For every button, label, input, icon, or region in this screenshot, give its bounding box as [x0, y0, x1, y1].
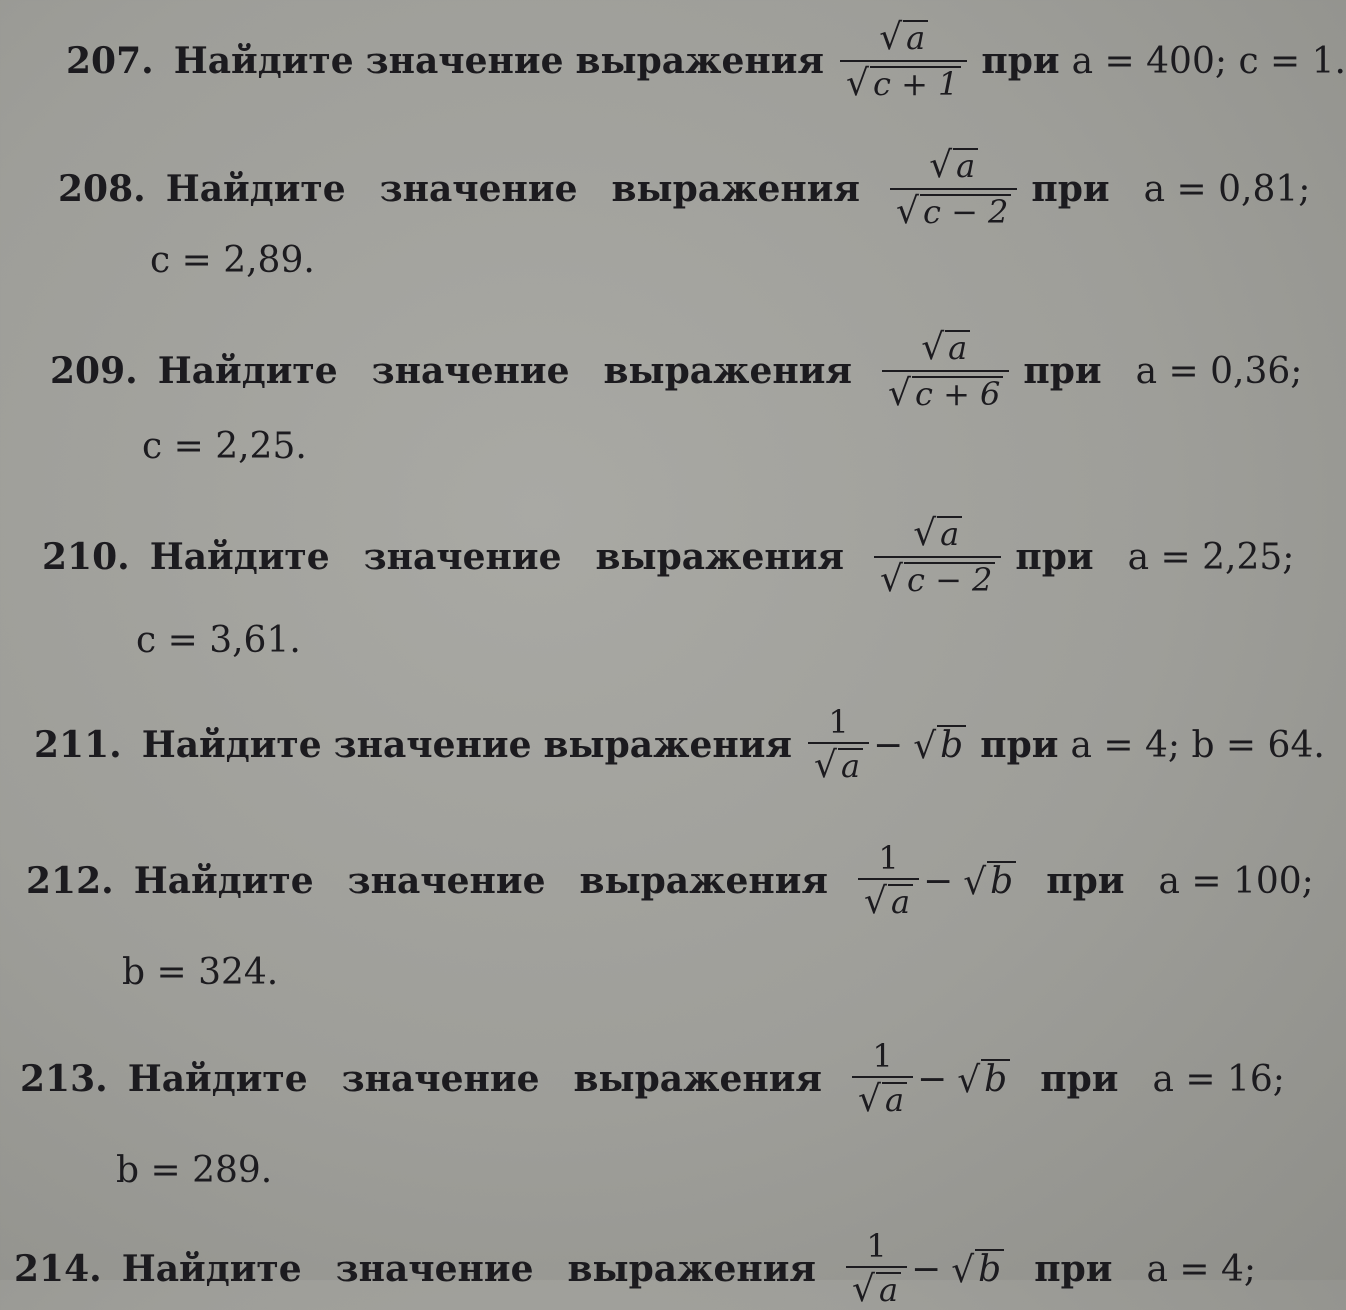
problem-line: [66, 17, 1346, 104]
problem-text: Найдите значение выражения: [121, 1248, 817, 1290]
problem-number: 207.: [66, 40, 154, 82]
condition: a = 4;: [1146, 1248, 1256, 1290]
fraction-expression: 1 √ a: [852, 1040, 913, 1118]
fraction-expression: √ a √ c − 2: [874, 516, 1001, 598]
condition: a = 400; c = 1.: [1071, 40, 1346, 82]
root-term: √ b: [963, 861, 1016, 901]
numerator: 1: [872, 1037, 893, 1075]
problem-line: [50, 327, 1303, 414]
numerator: 1: [878, 839, 899, 877]
numerator: a: [937, 516, 962, 552]
denominator: c − 2: [904, 562, 995, 598]
condition: a = 100;: [1158, 860, 1314, 902]
pri-word: при: [981, 40, 1060, 82]
pri-word: при: [1031, 168, 1110, 210]
problem-number: 211.: [34, 724, 122, 766]
problem-text: Найдите значение выражения: [173, 40, 825, 82]
fraction-expression: 1 √ a: [846, 1230, 907, 1308]
problem-text: Найдите значение выражения: [127, 1058, 823, 1100]
fraction-expression: 1 √ a: [858, 842, 919, 920]
numerator: 1: [828, 703, 849, 741]
problem-number: 214.: [14, 1248, 102, 1290]
pri-word: при: [980, 724, 1059, 766]
minus-sign: −: [911, 1248, 942, 1290]
problem-text: Найдите значение выражения: [149, 536, 845, 578]
minus-sign: −: [873, 724, 904, 766]
problem-line: [14, 1227, 1256, 1310]
fraction-expression: √ a √ c − 2: [890, 148, 1017, 230]
problem-number: 210.: [42, 536, 130, 578]
problem-line: [42, 513, 1295, 600]
condition: a = 0,36;: [1135, 350, 1303, 392]
root-term: √ b: [913, 725, 966, 765]
denominator: a: [882, 1082, 907, 1118]
problem-text: Найдите значение выражения: [133, 860, 829, 902]
problem-line: [58, 145, 1311, 232]
problem-line: [20, 1037, 1285, 1120]
root-term: √ b: [951, 1249, 1004, 1289]
problem-number: 208.: [58, 168, 146, 210]
fraction-expression: √ a √ c + 6: [882, 330, 1009, 412]
problem-line: [26, 839, 1314, 922]
condition-continued: c = 2,25.: [142, 426, 307, 467]
fraction-expression: √ a √ c + 1: [840, 20, 967, 102]
denominator: c + 1: [870, 66, 961, 102]
numerator: a: [953, 148, 978, 184]
condition-continued: c = 3,61.: [136, 620, 301, 661]
numerator: a: [903, 20, 928, 56]
denominator: c − 2: [920, 194, 1011, 230]
pri-word: при: [1040, 1058, 1119, 1100]
root-term: √ b: [957, 1059, 1010, 1099]
condition: a = 0,81;: [1143, 168, 1311, 210]
problem-line: [34, 703, 1325, 786]
denominator: a: [888, 884, 913, 920]
condition: a = 2,25;: [1127, 536, 1295, 578]
problem-number: 209.: [50, 350, 138, 392]
numerator: a: [945, 330, 970, 366]
fraction-expression: 1 √ a: [808, 706, 869, 784]
condition: a = 4; b = 64.: [1070, 724, 1325, 766]
condition-continued: c = 2,89.: [150, 240, 315, 281]
pri-word: при: [1046, 860, 1125, 902]
problem-number: 213.: [20, 1058, 108, 1100]
minus-sign: −: [917, 1058, 948, 1100]
condition-continued: b = 289.: [116, 1150, 273, 1191]
problem-text: Найдите значение выражения: [165, 168, 861, 210]
pri-word: при: [1034, 1248, 1113, 1290]
denominator: a: [838, 748, 863, 784]
problem-text: Найдите значение выражения: [157, 350, 853, 392]
condition-continued: b = 324.: [122, 952, 279, 993]
pri-word: при: [1023, 350, 1102, 392]
pri-word: при: [1015, 536, 1094, 578]
minus-sign: −: [923, 860, 954, 902]
numerator: 1: [866, 1227, 887, 1265]
problem-number: 212.: [26, 860, 114, 902]
denominator: a: [876, 1272, 901, 1308]
condition: a = 16;: [1152, 1058, 1285, 1100]
problem-text: Найдите значение выражения: [141, 724, 793, 766]
denominator: c + 6: [912, 376, 1003, 412]
